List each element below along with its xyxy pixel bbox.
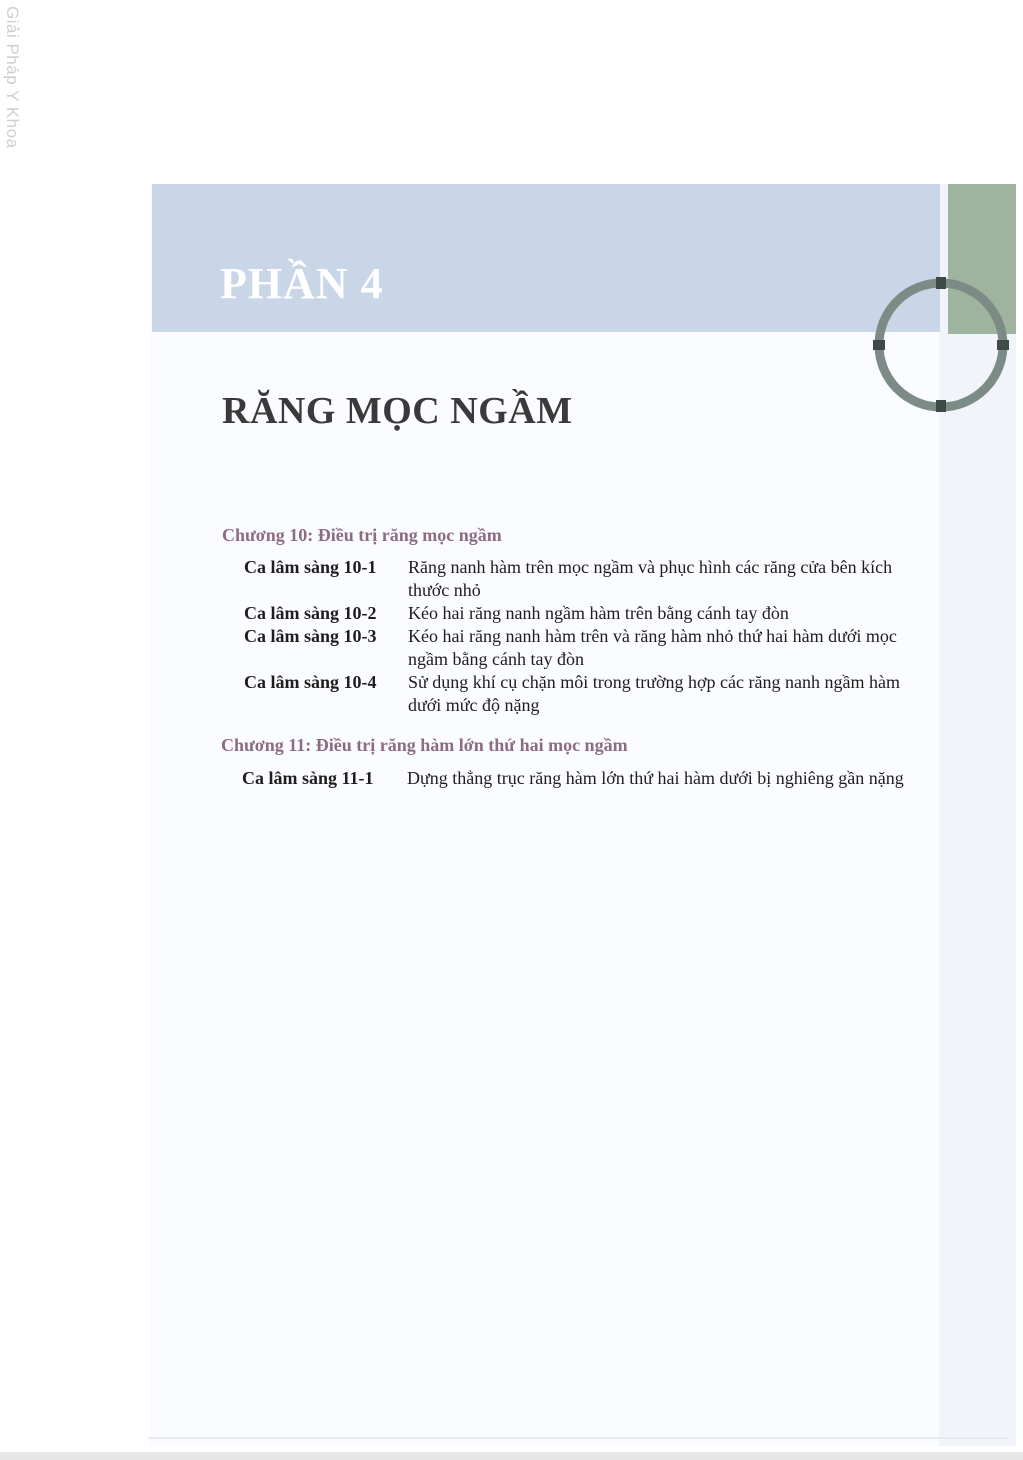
case-text: Kéo hai răng nanh hàm trên và răng hàm nhỏ thứ hai hàm dưới mọc ngầm bằng cánh tay đòn — [408, 626, 897, 669]
part-header-band — [152, 184, 940, 332]
case-item — [244, 625, 944, 671]
case-item — [244, 602, 944, 625]
case-label: Ca lâm sàng 10-4 — [244, 672, 377, 692]
circle-ring-icon — [866, 270, 1016, 420]
case-label: Ca lâm sàng 10-1 — [244, 557, 377, 577]
case-text: Răng nanh hàm trên mọc ngầm và phục hình các răng cửa bên kích thước nhỏ — [408, 557, 893, 600]
case-text: Kéo hai răng nanh ngầm hàm trên bằng cánh tay đòn — [408, 603, 789, 623]
case-text: Dựng thẳng trục răng hàm lớn thứ hai hàm dưới bị nghiêng gần nặng — [407, 768, 904, 788]
case-item — [244, 671, 944, 717]
page-bottom-edge — [0, 1452, 1023, 1460]
case-text: Sử dụng khí cụ chặn môi trong trường hợp các răng nanh ngầm hàm dưới mức độ nặng — [408, 672, 900, 715]
chapter-title: Chương 10: Điều trị răng mọc ngầm — [222, 525, 502, 545]
footer-rule — [148, 1437, 1008, 1439]
case-item — [242, 767, 942, 813]
part-label: PHẦN 4 — [220, 259, 384, 308]
page-title: RĂNG MỌC NGẦM — [222, 390, 573, 432]
chapter-title: Chương 11: Điều trị răng hàm lớn thứ hai mọc ngầm — [221, 735, 628, 755]
case-label: Ca lâm sàng 10-3 — [244, 626, 377, 646]
case-label: Ca lâm sàng 10-2 — [244, 603, 377, 623]
case-item — [244, 556, 944, 602]
case-label: Ca lâm sàng 11-1 — [242, 768, 374, 788]
watermark: Giải Pháp Y Khoa — [3, 6, 22, 149]
